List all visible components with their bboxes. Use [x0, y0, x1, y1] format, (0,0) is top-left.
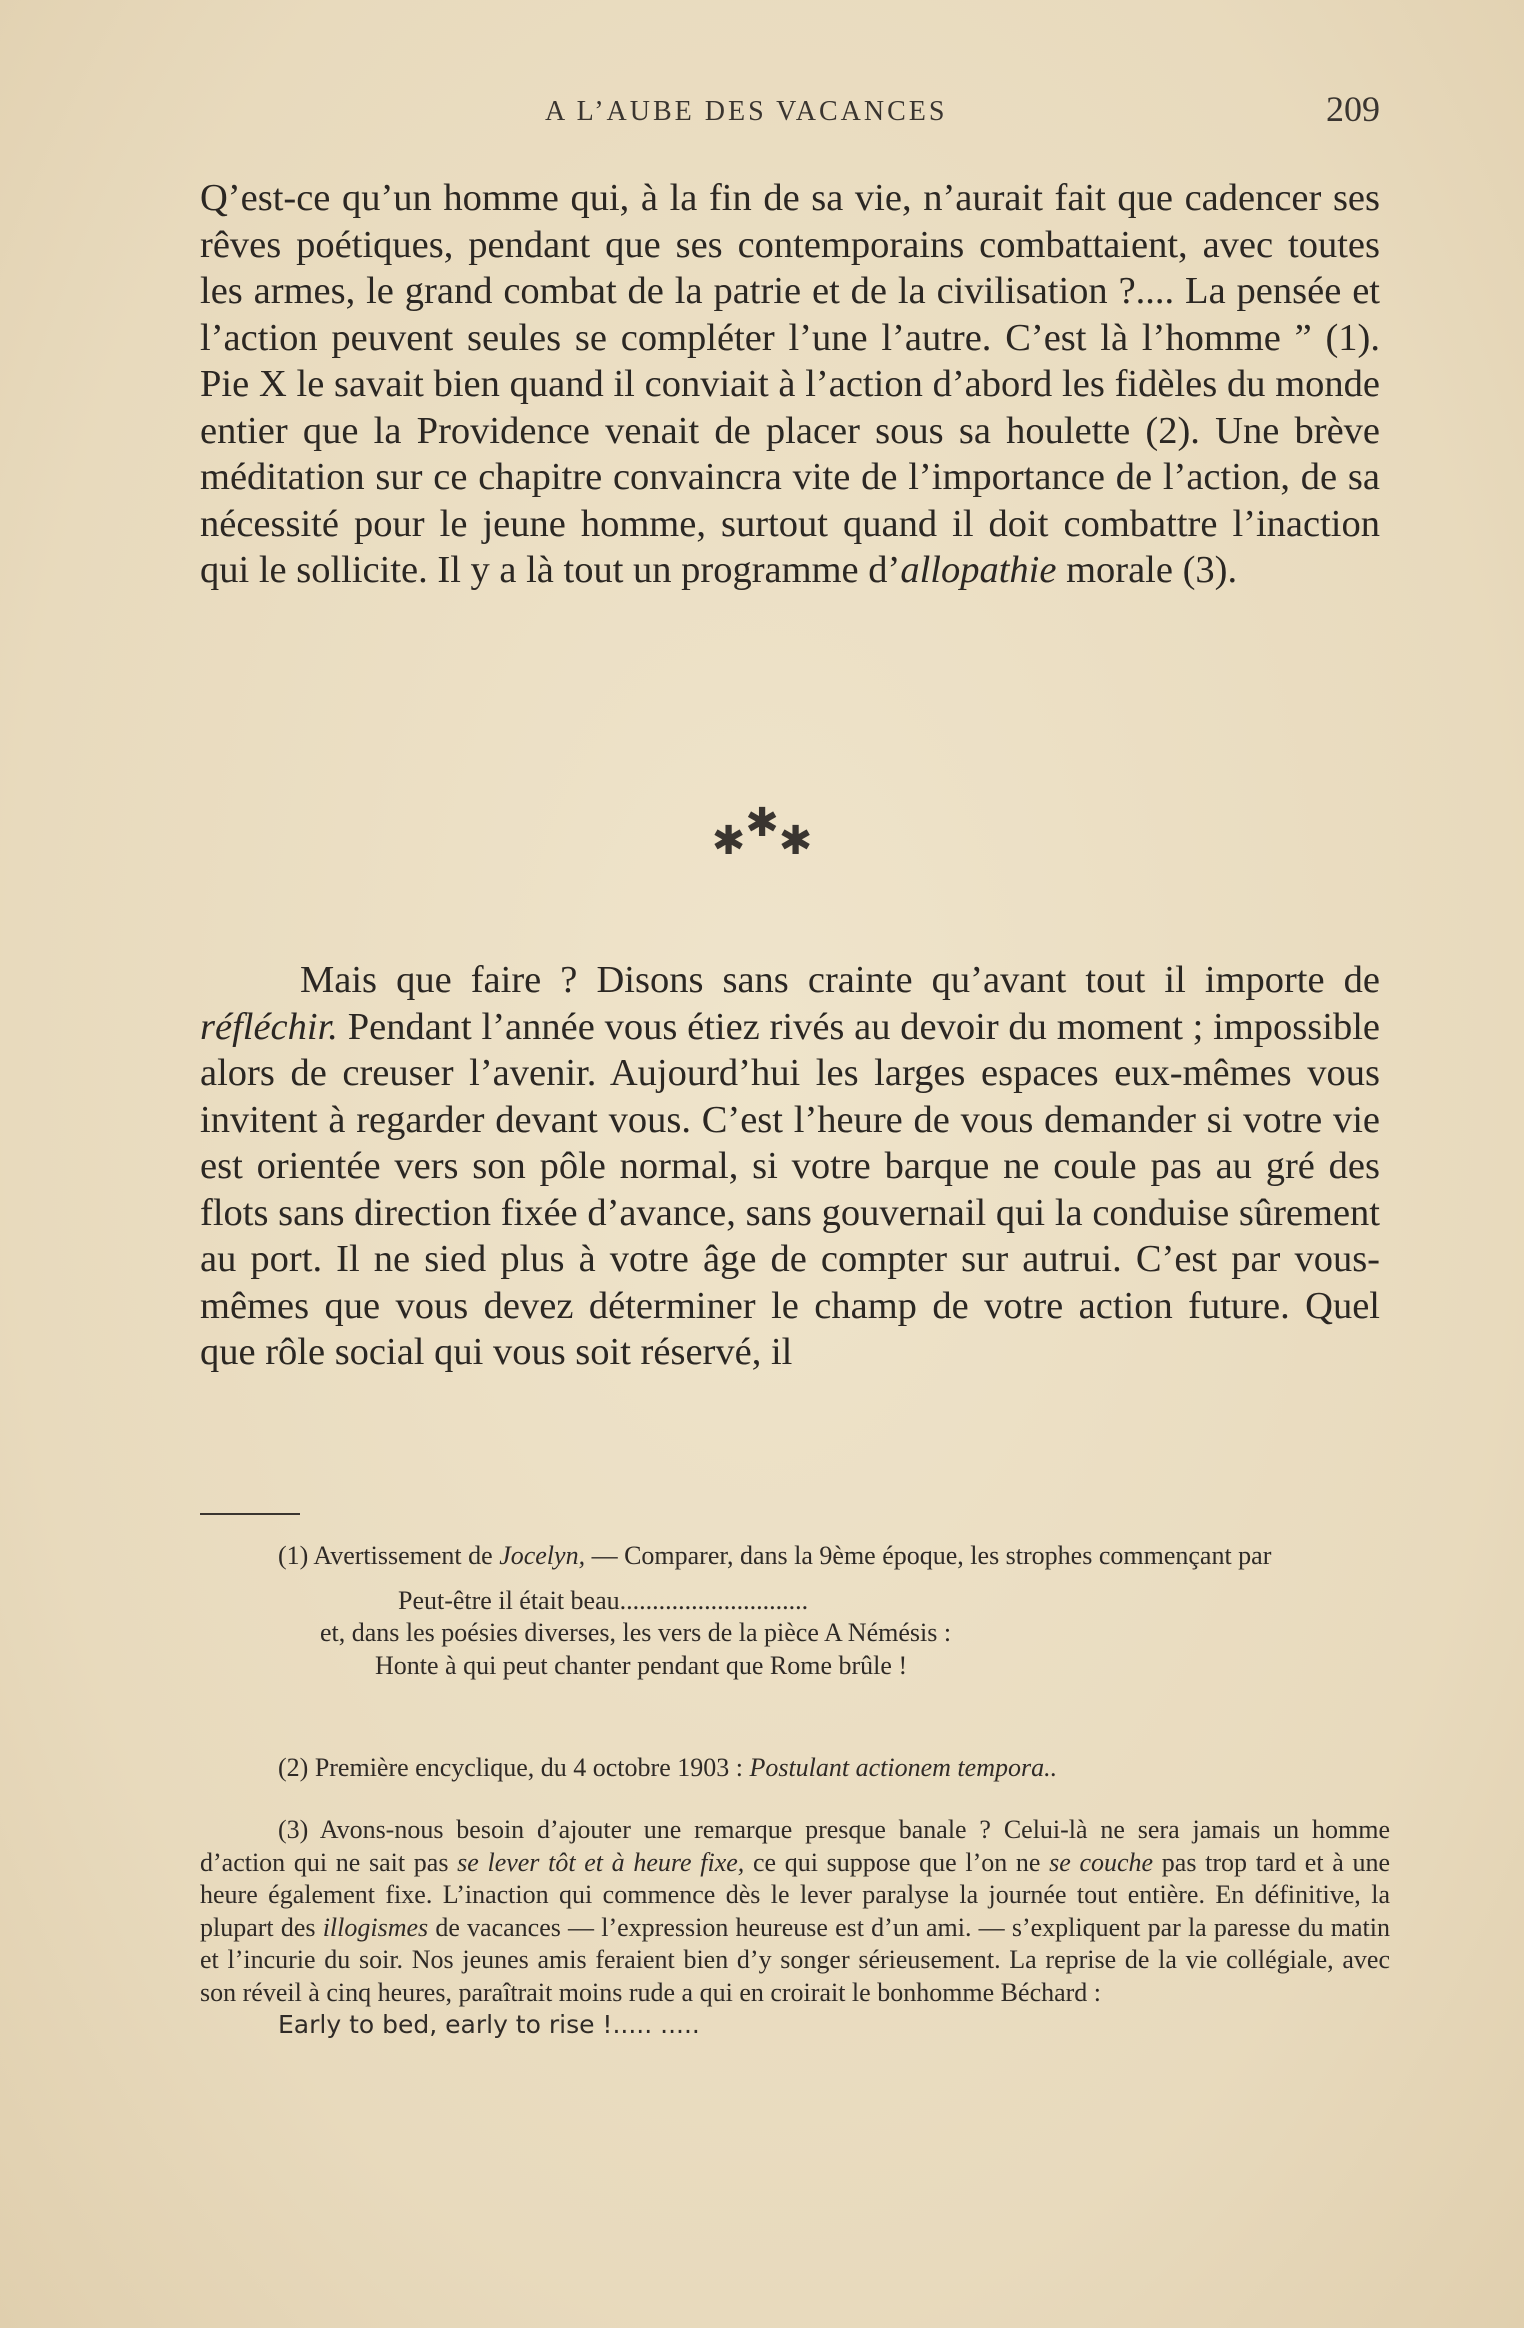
paragraph-2-italic: réfléchir. [200, 1005, 338, 1048]
paragraph-2-rest: Pendant l’année vous étiez rivés au devoir du moment ; impossible alors de creuser l’avenir. Aujourd’hui les larges espaces eux-mêmes vous invitent à regarder devant vous. C’est l’heure de vous demander si votre vie est orientée vers son pôle normal, si votre barque ne coule pas au gré des flots sans direction fixée d’avance, sans gouvernail qui la conduise sûrement au port. Il ne sied plus à votre âge de compter sur autrui. C’est par vous-mêmes que vous devez déterminer le champ de votre action future. Quel que rôle social qui vous soit réservé, il [200, 1005, 1380, 1373]
asterisk-icon: ✱ [711, 818, 746, 864]
paragraph-1-end: morale (3). [1056, 549, 1238, 591]
paragraph-2 [200, 957, 1380, 1376]
paragraph-1 [200, 175, 1380, 594]
footnote-3-text: de vacances — l’expression heureuse est d’un ami. — s’expliquent par la paresse du matin et l’incurie du soir. Nos jeunes amis feraient bien d’y songer sérieusement. La reprise de la vie collégiale, avec son réveil à cinq heures, paraîtrait moins rude a qui en croirait le bonhomme Béchard : [200, 1912, 1391, 2007]
asterisk-icon: ✱ [745, 800, 779, 846]
footnote-1-italic: Jocelyn, [499, 1541, 586, 1570]
page-number: 209 [1326, 89, 1380, 129]
running-head: A L’AUBE DES VACANCES [545, 96, 948, 127]
footnote-3-text: pas trop tard et à une heure également fixe. L’inaction qui commence dès le lever paralyse la journée tout entière. En définitive, la plupart des [200, 1847, 1391, 1942]
asterisk-icon: ✱ [778, 818, 813, 864]
footnote-1-continuation: et, dans les poésies diverses, les vers de la pièce A Némésis : [320, 1618, 952, 1647]
footnote-1-verse-2: Honte à qui peut chanter pendant que Rome brûle ! [375, 1650, 908, 1680]
paragraph-1-text: Q’est-ce qu’un homme qui, à la fin de sa vie, n’aurait fait que cadencer ses rêves poétiques, pendant que ses contemporains combattaient, avec toutes les armes, le grand combat de la patrie et de la civilisation ?.... La pensée et l’action peuvent seules se compléter l’une l’autre. C’est là l’homme ” (1). Pie X le savait bien quand il conviait à l’action d’abord les fidèles du monde entier que la Providence venait de placer sous sa houlette (2). Une brève méditation sur ce chapitre convaincra vite de l’importance de l’action, de sa nécessité pour le jeune homme, surtout quand il doit combattre l’inaction qui le sollicite. Il y a là tout un programme d’ [200, 177, 1380, 591]
footnote-3-italic: illogismes [322, 1912, 429, 1942]
footnote-3-english-quote: Early to bed, early to rise !..... ..... [278, 2010, 700, 2039]
footnote-1-lead: (1) Avertissement de [278, 1541, 500, 1570]
page-header [200, 88, 1380, 138]
footnote-3-text: ce qui suppose que l’on ne [744, 1847, 1050, 1877]
paragraph-1-italic: allopathie [900, 549, 1057, 591]
paragraph-2-text: Mais que faire ? Disons sans crainte qu’avant tout il importe de [300, 959, 1380, 1001]
footnote-rule [200, 1513, 300, 1515]
asterism-divider [0, 800, 1524, 864]
footnote-1-verse: Peut-être il était beau............................. [398, 1585, 809, 1615]
footnote-2 [200, 1752, 1390, 1785]
footnote-3-italic: se couche [1049, 1847, 1154, 1877]
footnote-1-rest: — Comparer, dans la 9ème époque, les strophes commençant par [585, 1541, 1272, 1570]
footnote-3-italic: se lever tôt et à heure fixe, [457, 1847, 745, 1877]
footnote-2-italic: Postulant actionem tempora.. [749, 1753, 1058, 1782]
footnote-3-text: (3) Avons-nous besoin d’ajouter une remarque presque banale ? Celui-là ne sera jamais un homme d’action qui ne sait pas [200, 1815, 1390, 1877]
footnote-1 [200, 1540, 1390, 1682]
footnote-3 [200, 1814, 1390, 2042]
footnote-2-lead: (2) Première encyclique, du 4 octobre 1903 : [278, 1753, 750, 1782]
